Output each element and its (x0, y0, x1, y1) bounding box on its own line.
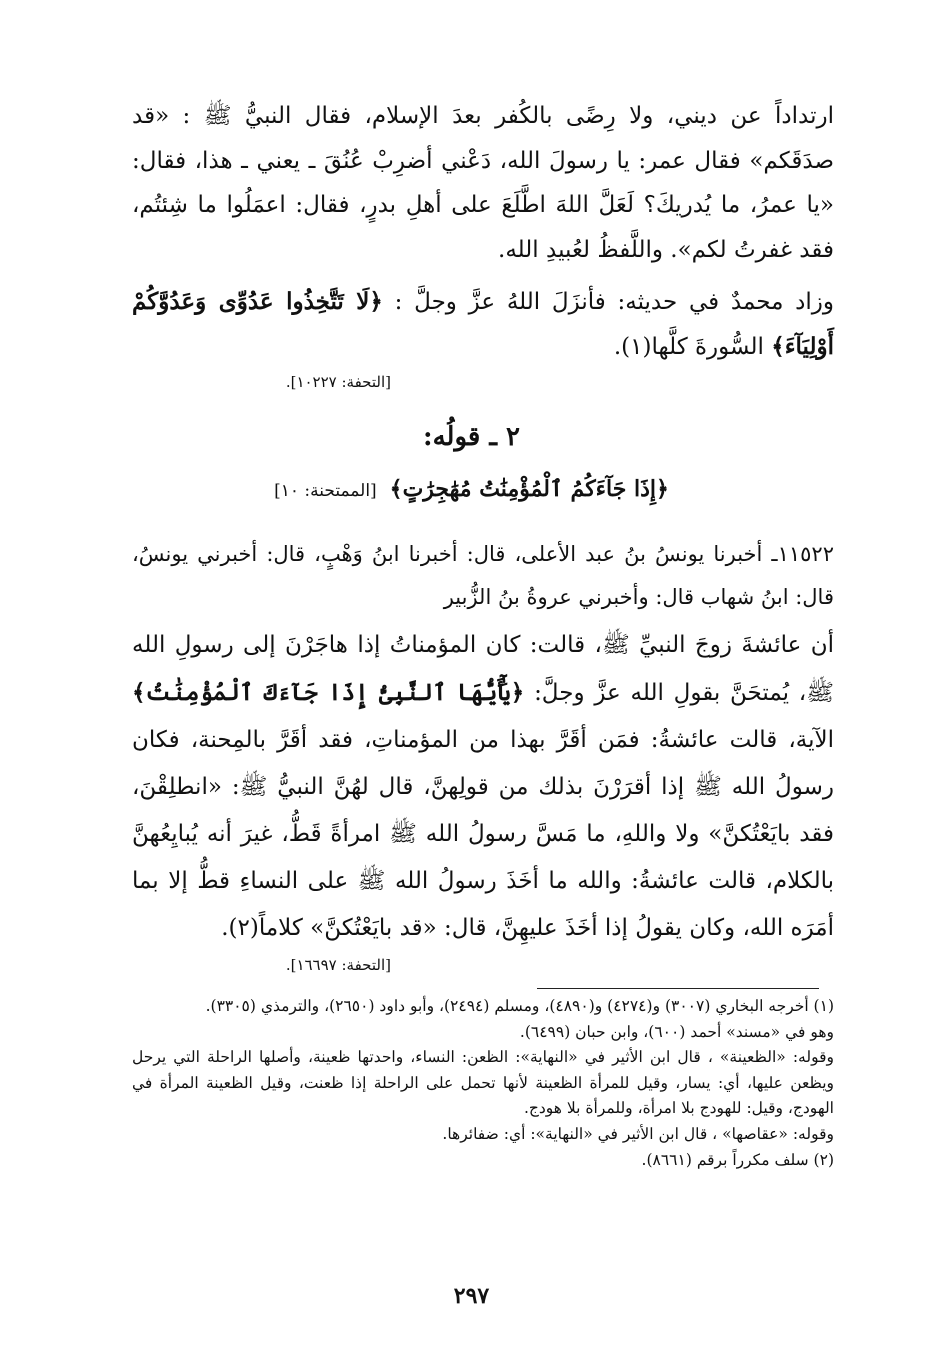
paragraph-text-end: السُّورةَ كلَّها(١). (613, 333, 764, 360)
quran-verse: ﴿يَٰٓأَيُّهَا ٱلنَّبِىُّ إِذَا جَآءَكَ ٱلْمُؤْمِنَٰتُ﴾ (132, 679, 525, 706)
quran-verse: ﴿إِذَا جَآءَكُمُ ٱلْمُؤْمِنَٰتُ مُهَٰجِرَٰتٍ﴾ (389, 476, 669, 502)
footnote: (٢) سلف مكرراً برقم (٨٦٦١). (641, 1150, 834, 1169)
tuhfa-reference: [التحفة: ١٦٦٩٧]. (285, 956, 391, 974)
tuhfa-reference: [التحفة: ١٠٢٢٧]. (285, 373, 391, 391)
surah-reference: [الممتحنة: ١٠] (274, 481, 377, 501)
quran-verse: ﴿لَا تَتَّخِذُوا عَدُوِّى وَعَدُوَّكُمْ أَوْلِيَآءَ﴾ (132, 288, 834, 360)
paragraph-text: ارتداداً عن ديني، ولا رِضًى بالكُفر بعدَ الإسلام، فقال النبيُّ ﷺ : «قد صدَقَكم» فقال عمر: يا رسولَ الله، دَعْني أضرِبْ عُنُقَ ـ يعني ـ هذا، فقال: «يا عمرُ، ما يُدريكَ؟ لَعَلَّ اللهَ اطَّلَعَ على أهلِ بدرٍ، فقال: اعمَلُوا ما شِئتُم، فقد غفرتُ لكم». واللَّفظُ لعُبيدِ الله. (132, 103, 835, 263)
hadith-matn (132, 622, 834, 952)
matn-text: أن عائشةَ زوجَ النبيِّ ﷺ، قالت: كان المؤمناتُ إذا هاجَرْنَ إلى رسولِ الله ﷺ، يُمتحَنَّ بقولِ الله عزَّ وجلَّ: (132, 632, 835, 706)
matn-text-end: الآية، قالت عائشةُ: فمَن أقَرَّ بهذا من المؤمناتِ، فقد أقَرَّ بالمِحنة، فكان رسولُ الله ﷺ إذا أقرَرْنَ بذلك من قولِهنَّ، قال لهُنَّ النبيُّ ﷺ: «انطلِقْنَ، فقد بايَعْتُكنَّ» ولا واللهِ، ما مَسَّ رسولُ الله ﷺ امرأةً قَطُّ، غيرَ أنه يُبايِعُهنَّ بالكلام، قالت عائشةُ: والله ما أخَذَ رسولُ الله ﷺ على النساءِ قطُّ إلا بما أمَرَه الله، وكان يقولُ إذا أخَذَ عليهِنَّ، قال: «قد بايَعْتُكنَّ» كلاماً(٢). (132, 727, 834, 941)
paragraph-hadith-ending (132, 94, 834, 272)
isnad-text: ١١٥٢٢ـ أخبرنا يونسُ بنُ عبد الأعلى، قال: أخبرنا ابنُ وَهْبٍ، قال: أخبرني يونسُ، قال: ابنُ شهاب قال: وأخبرني عروةُ بنُ الزُّبير (132, 542, 834, 609)
footnote: وهو في «مسند» أحمد (٦٠٠)، وابن حبان (٦٤٩٩). (519, 1022, 834, 1041)
footnote: وقوله: «عقاصها» ، قال ابن الأثير في «النهاية»: أي: ضفائرها. (442, 1124, 834, 1143)
paragraph-text: وزاد محمدٌ في حديثه: فأنزَلَ اللهُ عزَّ وجلَّ : (394, 289, 835, 315)
page-number: ٢٩٧ (453, 1283, 490, 1309)
hadith-isnad (132, 533, 834, 619)
footnote-divider (537, 988, 819, 989)
footnote: (١) أخرجه البخاري (٣٠٠٧) و(٤٢٧٤) و(٤٨٩٠)، ومسلم (٢٤٩٤)، وأبو داود (٢٦٥٠)، والترمذي (٣٣٠٥). (205, 997, 834, 1015)
paragraph-addition (132, 280, 834, 369)
section-verse (0, 476, 943, 502)
section-heading: ٢ ـ قولُه: (422, 422, 520, 452)
footnote: وقوله: «الظعينة» ، قال ابن الأثير في «النهاية»: الظعن: النساء، واحدتها ظعينة، وأصلها الراحلة التي يرحل ويظعن عليها، أي: يسار، وقيل للمرأة الظعينة لأنها تحمل على الراحلة إذا ظعنت، وقيل الظعينة المرأة في الهودج، وقيل: للهودج بلا امرأة، وللمرأة بلا هودج. (132, 1048, 834, 1118)
footnotes (132, 994, 834, 1173)
